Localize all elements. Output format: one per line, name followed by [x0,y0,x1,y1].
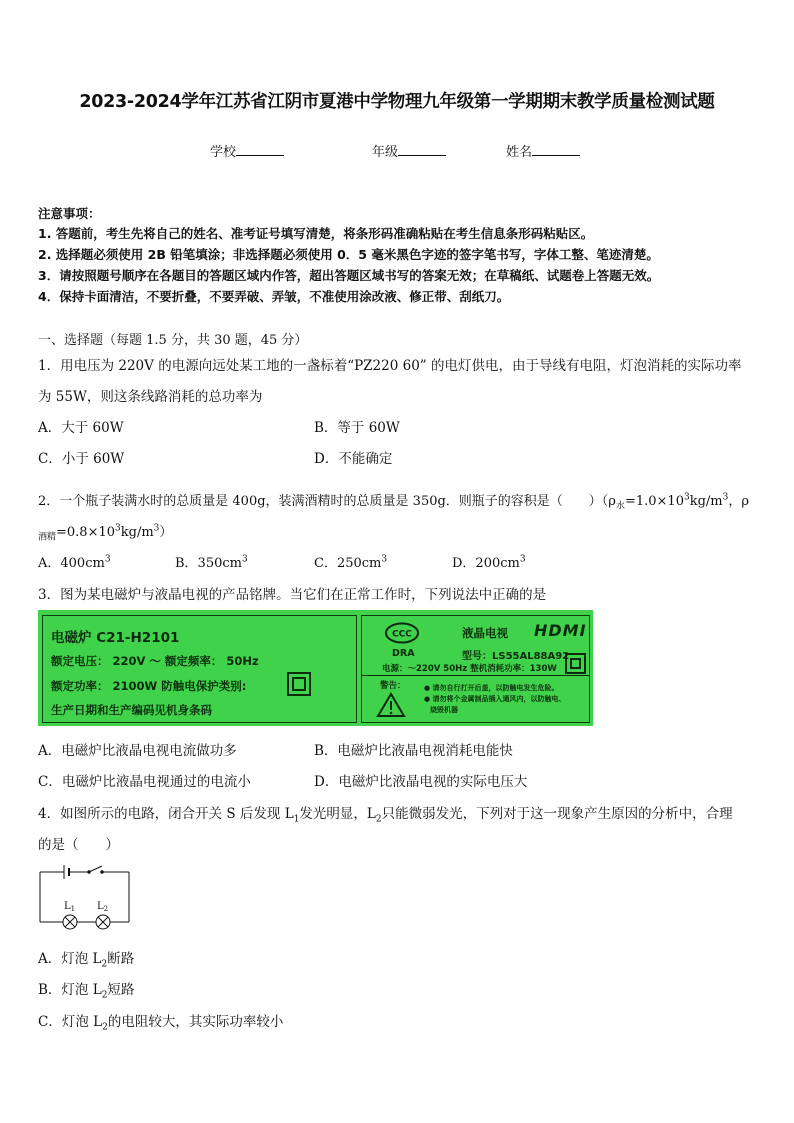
warning-label: 警告： [380,681,406,691]
tv-name: 液晶电视 [462,626,508,640]
question-2-option-b: B．$350cm^3$ [175,554,248,571]
school-blank [236,143,284,156]
grade-label: 年级 [372,145,399,160]
grade-field [372,141,446,160]
lcd-tv-plate [361,615,590,723]
question-2-option-d: D．$200cm^3$ [452,554,526,571]
question-1-option-d: D．不能确定 [314,451,393,467]
notice-item: 3．请按照题号顺序在各题目的答题区域内作答，超出答题区域书写的答案无效；在草稿纸、试题卷上答题无效。 [38,268,660,283]
lamp-2-label: $L_2$ [97,901,109,913]
class-ii-insulation-icon [565,653,586,674]
hdmi-logo: HDMI [534,621,587,640]
question-1-option-a: A．大于 60W [38,420,124,436]
question-1-option-c: C．小于 60W [38,451,125,467]
dra-mark: DRA [392,648,415,659]
warning-line-2: ● 请勿将个金属制品插入通风内，以防触电、 [424,695,566,703]
warning-triangle-icon [376,692,406,718]
name-blank [532,143,580,156]
lamp-1-label: $L_1$ [64,901,76,913]
tv-model: 型号：LS55AL88A92 [462,651,570,662]
question-3-option-a: A．电磁炉比液晶电视电流做功多 [38,743,237,759]
question-1-stem-cont: 为 55W，则这条线路消耗的总功率为 [38,389,263,405]
induction-cooker-plate [42,615,357,723]
ccc-certification-icon [384,622,420,644]
question-2-stem-cont: $_{酒精}=0.8\times 10^3kg/m^3$） [38,523,173,543]
cooker-model: 电磁炉 C21-H2101 [51,630,180,646]
question-4-option-c: C．灯泡 $L_2$的电阻较大，其实际功率较小 [38,1014,284,1033]
notice-item: 4．保持卡面清洁，不要折叠，不要弄破、弄皱，不准使用涂改液、修正带、刮纸刀。 [38,289,510,304]
question-3-option-d: D．电磁炉比液晶电视的实际电压大 [314,774,528,790]
question-2-stem: 2．一个瓶子装满水时的总质量是 400g，装满酒精时的总质量是 350g．则瓶子的容积是（ ）（$\rho_水=1.0\times 10^3kg/m^3$，ρ [38,492,750,512]
warning-line-1: ● 请勿自行打开后盖，以防触电发生危险。 [424,684,559,692]
name-field [506,141,580,160]
question-4-option-b: B．灯泡 $L_2$短路 [38,982,135,1001]
question-3-option-b: B．电磁炉比液晶电视消耗电能快 [314,743,513,759]
circuit-diagram [38,862,134,932]
switch-blade [89,866,102,872]
question-2-option-a: A．$400cm^3$ [38,554,111,571]
notice-item: 2. 选择题必须使用 2B 铅笔填涂；非选择题必须使用 0．5 毫米黑色字迹的签字笔书写，字体工整、笔迹清楚。 [38,247,659,262]
question-1-stem: 1．用电压为 220V 的电源向远处某工地的一盏标着“PZ220 60” 的电灯供电，由于导线有电阻，灯泡消耗的实际功率 [38,358,742,374]
name-label: 姓名 [506,145,533,160]
question-2-option-c: C．$250cm^3$ [314,554,388,571]
question-4-stem: 4．如图所示的电路，闭合开关 S 后发现 $L_1$发光明显，$L_2$只能微弱发光，下列对于这一现象产生原因的分析中，合理 [38,806,733,825]
question-4-stem-cont: 的是（ ） [38,837,119,853]
svg-text:CCC: CCC [392,629,412,640]
question-3-option-c: C．电磁炉比液晶电视通过的电流小 [38,774,251,790]
notice-heading: 注意事项： [38,206,101,221]
school-field [210,141,284,160]
cooker-power: 额定功率： 2100W 防触电保护类别: [51,679,247,693]
cooker-voltage-frequency: 额定电压： 220V ～ 额定频率： 50Hz [51,654,259,668]
notice-item: 1. 答题前，考生先将自己的姓名、准考证号填写清楚，将条形码准确粘贴在考生信息条形码粘贴区。 [38,226,594,241]
page-title: 2023-2024学年江苏省江阴市夏港中学物理九年级第一学期期末教学质量检测试题 [79,92,715,112]
tv-power-spec: 电源：～220V 50Hz 整机消耗功率：130W [382,664,557,674]
school-label: 学校 [210,145,237,160]
grade-blank [398,143,446,156]
divider [362,675,589,676]
cooker-production-info: 生产日期和生产编码见机身条码 [51,703,212,717]
question-4-option-a: A．灯泡 $L_2$断路 [38,951,135,970]
class-ii-insulation-icon [287,672,311,696]
product-nameplate-figure [38,610,593,726]
warning-line-3: 烧毁机器 [430,706,458,714]
section-heading: 一、选择题（每题 1.5 分，共 30 题，45 分） [38,333,308,348]
question-1-option-b: B．等于 60W [314,420,400,436]
question-3-stem: 3．图为某电磁炉与液晶电视的产品铭牌。当它们在正常工作时，下列说法中正确的是 [38,587,547,603]
